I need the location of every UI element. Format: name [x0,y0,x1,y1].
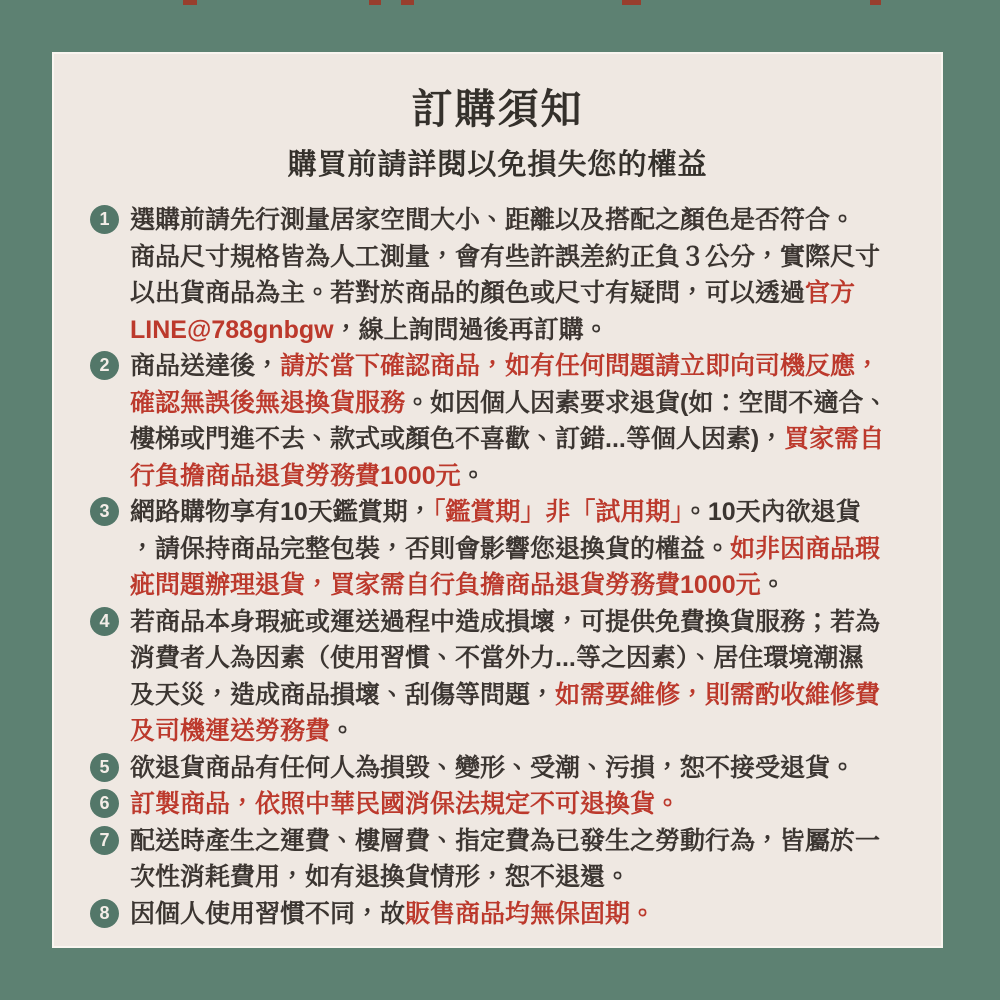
text-segment: 。 [760,571,786,600]
text-segment: 確認無誤後無退換貨服務 [130,388,406,417]
text-segment: 選購前請先行測量居家空間大小、距離以及搭配之顏色是否符合。 [130,206,856,235]
text-segment: 配送時產生之運費、樓層費、指定費為已發生之勞動行為，皆屬於一 [130,826,881,855]
item-text [130,604,941,750]
item-number-badge: 1 [90,205,119,234]
text-segment: 「鑑賞期」非「試用期」 [432,498,683,527]
crop-artifact-mark [183,0,197,5]
text-segment: 消費者人為因素（使用習慣、不當外力...等之因素）、居住環境潮濕 [130,644,864,673]
text-segment: LINE@788gnbgw [130,315,334,344]
text-segment: 及天災，造成商品損壞、刮傷等問題， [130,680,556,709]
item-number-badge: 7 [90,826,119,855]
list-item [90,786,941,823]
notice-panel [52,52,943,948]
text-segment: 請於當下確認商品，如有任何問題請立即向司機反應， [280,352,881,381]
text-line [130,604,941,641]
text-segment: 欲退貨商品有任何人為損毀、變形、受潮、污損，恕不接受退貨。 [130,753,856,782]
text-segment: 疵問題辦理退貨，買家需自行負擔商品退貨勞務費1000元 [130,571,761,600]
text-segment: 。10天內欲退貨 [682,498,861,527]
text-segment: 因個人使用習慣不同，故 [130,899,406,928]
text-line [130,275,941,312]
item-number-badge: 4 [90,607,119,636]
list-item [90,494,941,604]
text-line [130,421,941,458]
item-text [130,348,941,494]
text-line [130,823,941,860]
text-segment: 買家需自 [784,425,885,454]
list-item [90,750,941,787]
text-segment: 。如因個人因素要求退貨(如：空間不適合、 [405,388,889,417]
text-line [130,494,941,531]
text-segment: 商品尺寸規格皆為人工測量，會有些許誤差約正負３公分，實際尺寸 [130,242,881,271]
item-text [130,823,941,896]
page-subtitle: 購買前請詳閱以免損失您的權益 [287,149,708,182]
notice-list [90,202,941,932]
list-item [90,348,941,494]
text-segment: 以出貨商品為主。若對於商品的顏色或尺寸有疑問，可以透過 [130,279,806,308]
text-segment: 官方 [805,279,856,308]
page-title: 訂購須知 [411,86,584,132]
list-item [90,202,941,348]
text-line [130,385,941,422]
text-segment: 如非因商品瑕 [730,534,881,563]
text-line [130,348,941,385]
item-text [130,202,941,348]
list-item [90,823,941,896]
item-number-badge: 2 [90,351,119,380]
crop-artifact-mark [401,0,414,5]
text-segment: 網路購物享有10天鑑賞期， [130,498,433,527]
text-line [130,640,941,677]
text-segment: ，請保持商品完整包裝，否則會影響您退換貨的權益。 [130,534,731,563]
text-line [130,713,941,750]
text-line [130,896,941,933]
item-text [130,786,941,823]
text-line [130,750,941,787]
item-text [130,896,941,933]
text-line [130,859,941,896]
item-text [130,750,941,787]
text-segment: 次性消耗費用，如有退換貨情形，恕不退還。 [130,863,631,892]
text-segment: 。 [460,461,486,490]
text-segment: 商品送達後， [130,352,281,381]
item-text [130,494,941,604]
crop-artifact-mark [622,0,641,5]
text-segment: 販售商品均無保固期。 [405,899,656,928]
text-segment: 如需要維修，則需酌收維修費 [555,680,881,709]
text-line [130,458,941,495]
list-item [90,604,941,750]
text-segment: 訂製商品，依照中華民國消保法規定不可退換貨。 [130,790,681,819]
text-segment: 樓梯或門進不去、款式或顏色不喜歡、訂錯...等個人因素)， [130,425,785,454]
text-line [130,312,941,349]
item-number-badge: 3 [90,497,119,526]
crop-artifact-mark [870,0,881,5]
text-segment: ，線上詢問過後再訂購。 [333,315,609,344]
text-segment: 。 [330,717,356,746]
text-segment: 及司機運送勞務費 [130,717,331,746]
item-number-badge: 5 [90,753,119,782]
text-line [130,239,941,276]
text-line [130,531,941,568]
text-line [130,202,941,239]
item-number-badge: 6 [90,789,119,818]
text-segment: 若商品本身瑕疵或運送過程中造成損壞，可提供免費換貨服務；若為 [130,607,881,636]
text-line [130,677,941,714]
text-segment: 行負擔商品退貨勞務費1000元 [130,461,461,490]
text-line [130,786,941,823]
text-line [130,567,941,604]
crop-artifact-mark [369,0,381,5]
list-item [90,896,941,933]
item-number-badge: 8 [90,899,119,928]
